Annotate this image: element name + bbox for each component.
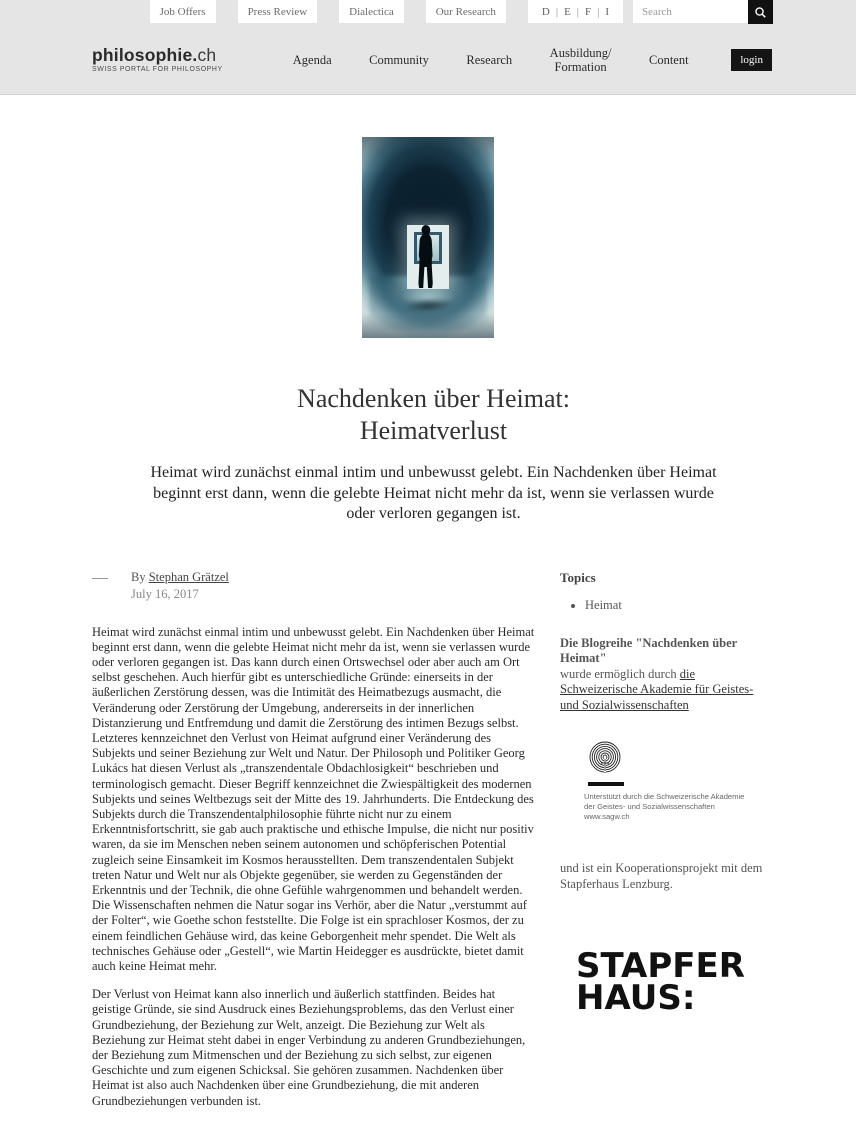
topics-list [585, 598, 775, 613]
main-navigation-row [0, 24, 856, 95]
blog-series-title: Die Blogreihe "Nachdenken über Heimat" [560, 635, 737, 666]
logo-tagline: SWISS PORTAL FOR PHILOSOPHY [92, 66, 223, 73]
topic-item-heimat[interactable]: • Heimat [585, 598, 775, 613]
logo-wordmark: philosophie.ch [92, 45, 217, 65]
article-paragraph: Der Verlust von Heimat kann also innerlich und äußerlich stattfinden. Beides hat geistige Gründe, sie sind Ausdruck eines Beziehungsproblems, das den Verlust einer Grundbeziehung, der Beziehung zur Welt, anzeigt. Die Beziehung zur Welt als Beziehung zur Heimat steht dabei in enger Verbindung zu anderen Grundbeziehungen, der Beziehung zum Mitmenschen und der Beziehung zu sich selbst, zur eigenen Geschichte und zum eigenen Schicksal. Sie gehören zusammen. Nachdenken über Heimat ist also auch Nachdenken über eine Grundbeziehung, die mit anderen Grundbeziehungen verbunden ist. [92, 987, 526, 1108]
nav-item-ausbildung-formation[interactable]: Ausbildung/ Formation [549, 45, 612, 74]
language-switcher [528, 0, 623, 23]
nav-item-content[interactable]: Content [648, 52, 689, 67]
byline-prefix: By [131, 569, 146, 584]
byline-rule [92, 578, 108, 579]
byline [92, 570, 537, 602]
login-button[interactable]: login [731, 49, 772, 71]
sagw-caption: Unterstützt durch die Schweizerische Akademie der Geistes- und Sozialwissenschaften www.sagw.ch [584, 792, 745, 821]
nav-item-community[interactable]: Community [369, 52, 429, 67]
search-icon [754, 6, 767, 19]
nav-item-agenda[interactable]: Agenda [292, 52, 332, 67]
article-subtitle: Heimat wird zunächst einmal intim und unbewusst gelebt. Ein Nachdenken über Heimat beginnt erst dann, wenn die gelebte Heimat nicht mehr da ist, wenn sie verlassen wurde oder verloren gegangen ist. [150, 464, 717, 522]
lang-fr-link[interactable]: F [585, 5, 592, 18]
article-body-column [92, 570, 537, 1122]
search-bar [633, 0, 773, 24]
lang-separator: | [597, 5, 600, 18]
search-button[interactable] [748, 0, 773, 24]
lang-separator: | [555, 5, 559, 18]
lang-separator: | [576, 5, 579, 18]
site-logo[interactable] [92, 46, 250, 73]
main-nav [250, 46, 731, 74]
lang-de-link[interactable]: D [541, 5, 550, 18]
job-offers-button[interactable]: Job Offers [150, 0, 216, 23]
author-link[interactable]: Stephan Grätzel [148, 569, 229, 584]
article-paragraph: Heimat wird zunächst einmal intim und unbewusst gelebt. Ein Nachdenken über Heimat beginnt erst dann, wenn die gelebte Heimat nicht mehr da ist, wenn sie verlassen wurde oder verloren gegangen ist. Das kann durch einen Ortswechsel oder aber auch am Ort selbst geschehen. Auch hierfür gibt es unterschiedliche Gründe: einerseits in der äußerlichen Zerstörung dessen, was die Intimität des Heimatbezugs ausmacht, die Veränderung oder Zerstörung der Umgebung, andererseits in der innerlichen Distanzierung und Entfremdung und damit die Zerstörung des intimen Bezugs selbst. Letzteres kennzeichnet den Verlust von Heimat aufgrund einer Veränderung des Subjekts und seiner Beziehung zur Welt und Natur. Der Philosoph und Politiker Georg Lukács hat diesen Verlust als „transzendentale Obdachlosigkeit“ beschrieben und terminologisch gemacht. Dieser Begriff kennzeichnet die Zwiespältigkeit des modernen Subjekts und seines Weltbezugs seit der Mitte des 19. Jahrhunderts. Die Entdeckung des Subjekts durch die Transzendentalphilosophie führte nicht nur zu einem Erkenntnisfortschritt, sie gab auch praktische und ethische Impulse, die nicht nur positiv waren, da sie im Menschen neben seinem autonomen und schöpferischen Potential zugleich seine Einsamkeit im Kosmos herausstellten. Dem transzendentalen Subjekt treten Natur und Welt nur als Objekte gegenüber, sie werden zu Gegenständen der Erkenntnis und der Technik, die ohne Gefühle wahrgenommen und behandelt werden. Die Wissenschaften nehmen die Natur sogar ins Verhör, aber die Natur „verstummt auf der Folter“, wie Goethe schon feststellte. Die Folge ist ein sprachloser Kosmos, der zu einem feindlichen Gehäuse wird, das keine Geborgenheit mehr spendet. Die Welt als technisches Gehäuse oder „Gestell“, wie Martin Heidegger es ausdrückte, bietet damit auch keine Heimat mehr. [92, 624, 535, 973]
topbar [0, 0, 856, 24]
sagw-text-link[interactable]: die Schweizerische Akademie für Geistes- und Sozialwissenschaften [560, 666, 754, 712]
dialectica-button[interactable]: Dialectica [339, 0, 404, 23]
topics-heading: Topics [560, 569, 596, 585]
hero-person-shadow [401, 299, 456, 312]
nav-item-research[interactable]: Research [466, 52, 513, 67]
article-title: Nachdenken über Heimat: Heimatverlust [297, 384, 570, 445]
article-page [0, 137, 856, 1122]
sidebar [560, 570, 775, 1122]
sagw-logo-bar [588, 782, 624, 786]
cooperation-note: und ist ein Kooperationsprojekt mit dem Stapferhaus Lenzburg. [560, 861, 763, 891]
sagw-labyrinth-icon [588, 741, 622, 780]
stapferhaus-logo[interactable]: STAPFER HAUS: [576, 946, 745, 1019]
lang-it-link[interactable]: I [605, 5, 609, 18]
our-research-button[interactable]: Our Research [426, 0, 506, 23]
hero-person-silhouette [411, 224, 441, 297]
lang-en-link[interactable]: E [564, 5, 571, 18]
article-hero-image [362, 137, 494, 338]
search-input[interactable] [633, 0, 748, 23]
site-header [0, 0, 856, 95]
publish-date: July 16, 2017 [131, 586, 199, 601]
sagw-logo[interactable] [584, 741, 775, 821]
blog-series-note: Die Blogreihe "Nachdenken über Heimat" wurde ermöglich durch die Schweizerische Akademie für Geistes- und Sozialwissenschaften [560, 636, 775, 714]
press-review-button[interactable]: Press Review [238, 0, 318, 23]
